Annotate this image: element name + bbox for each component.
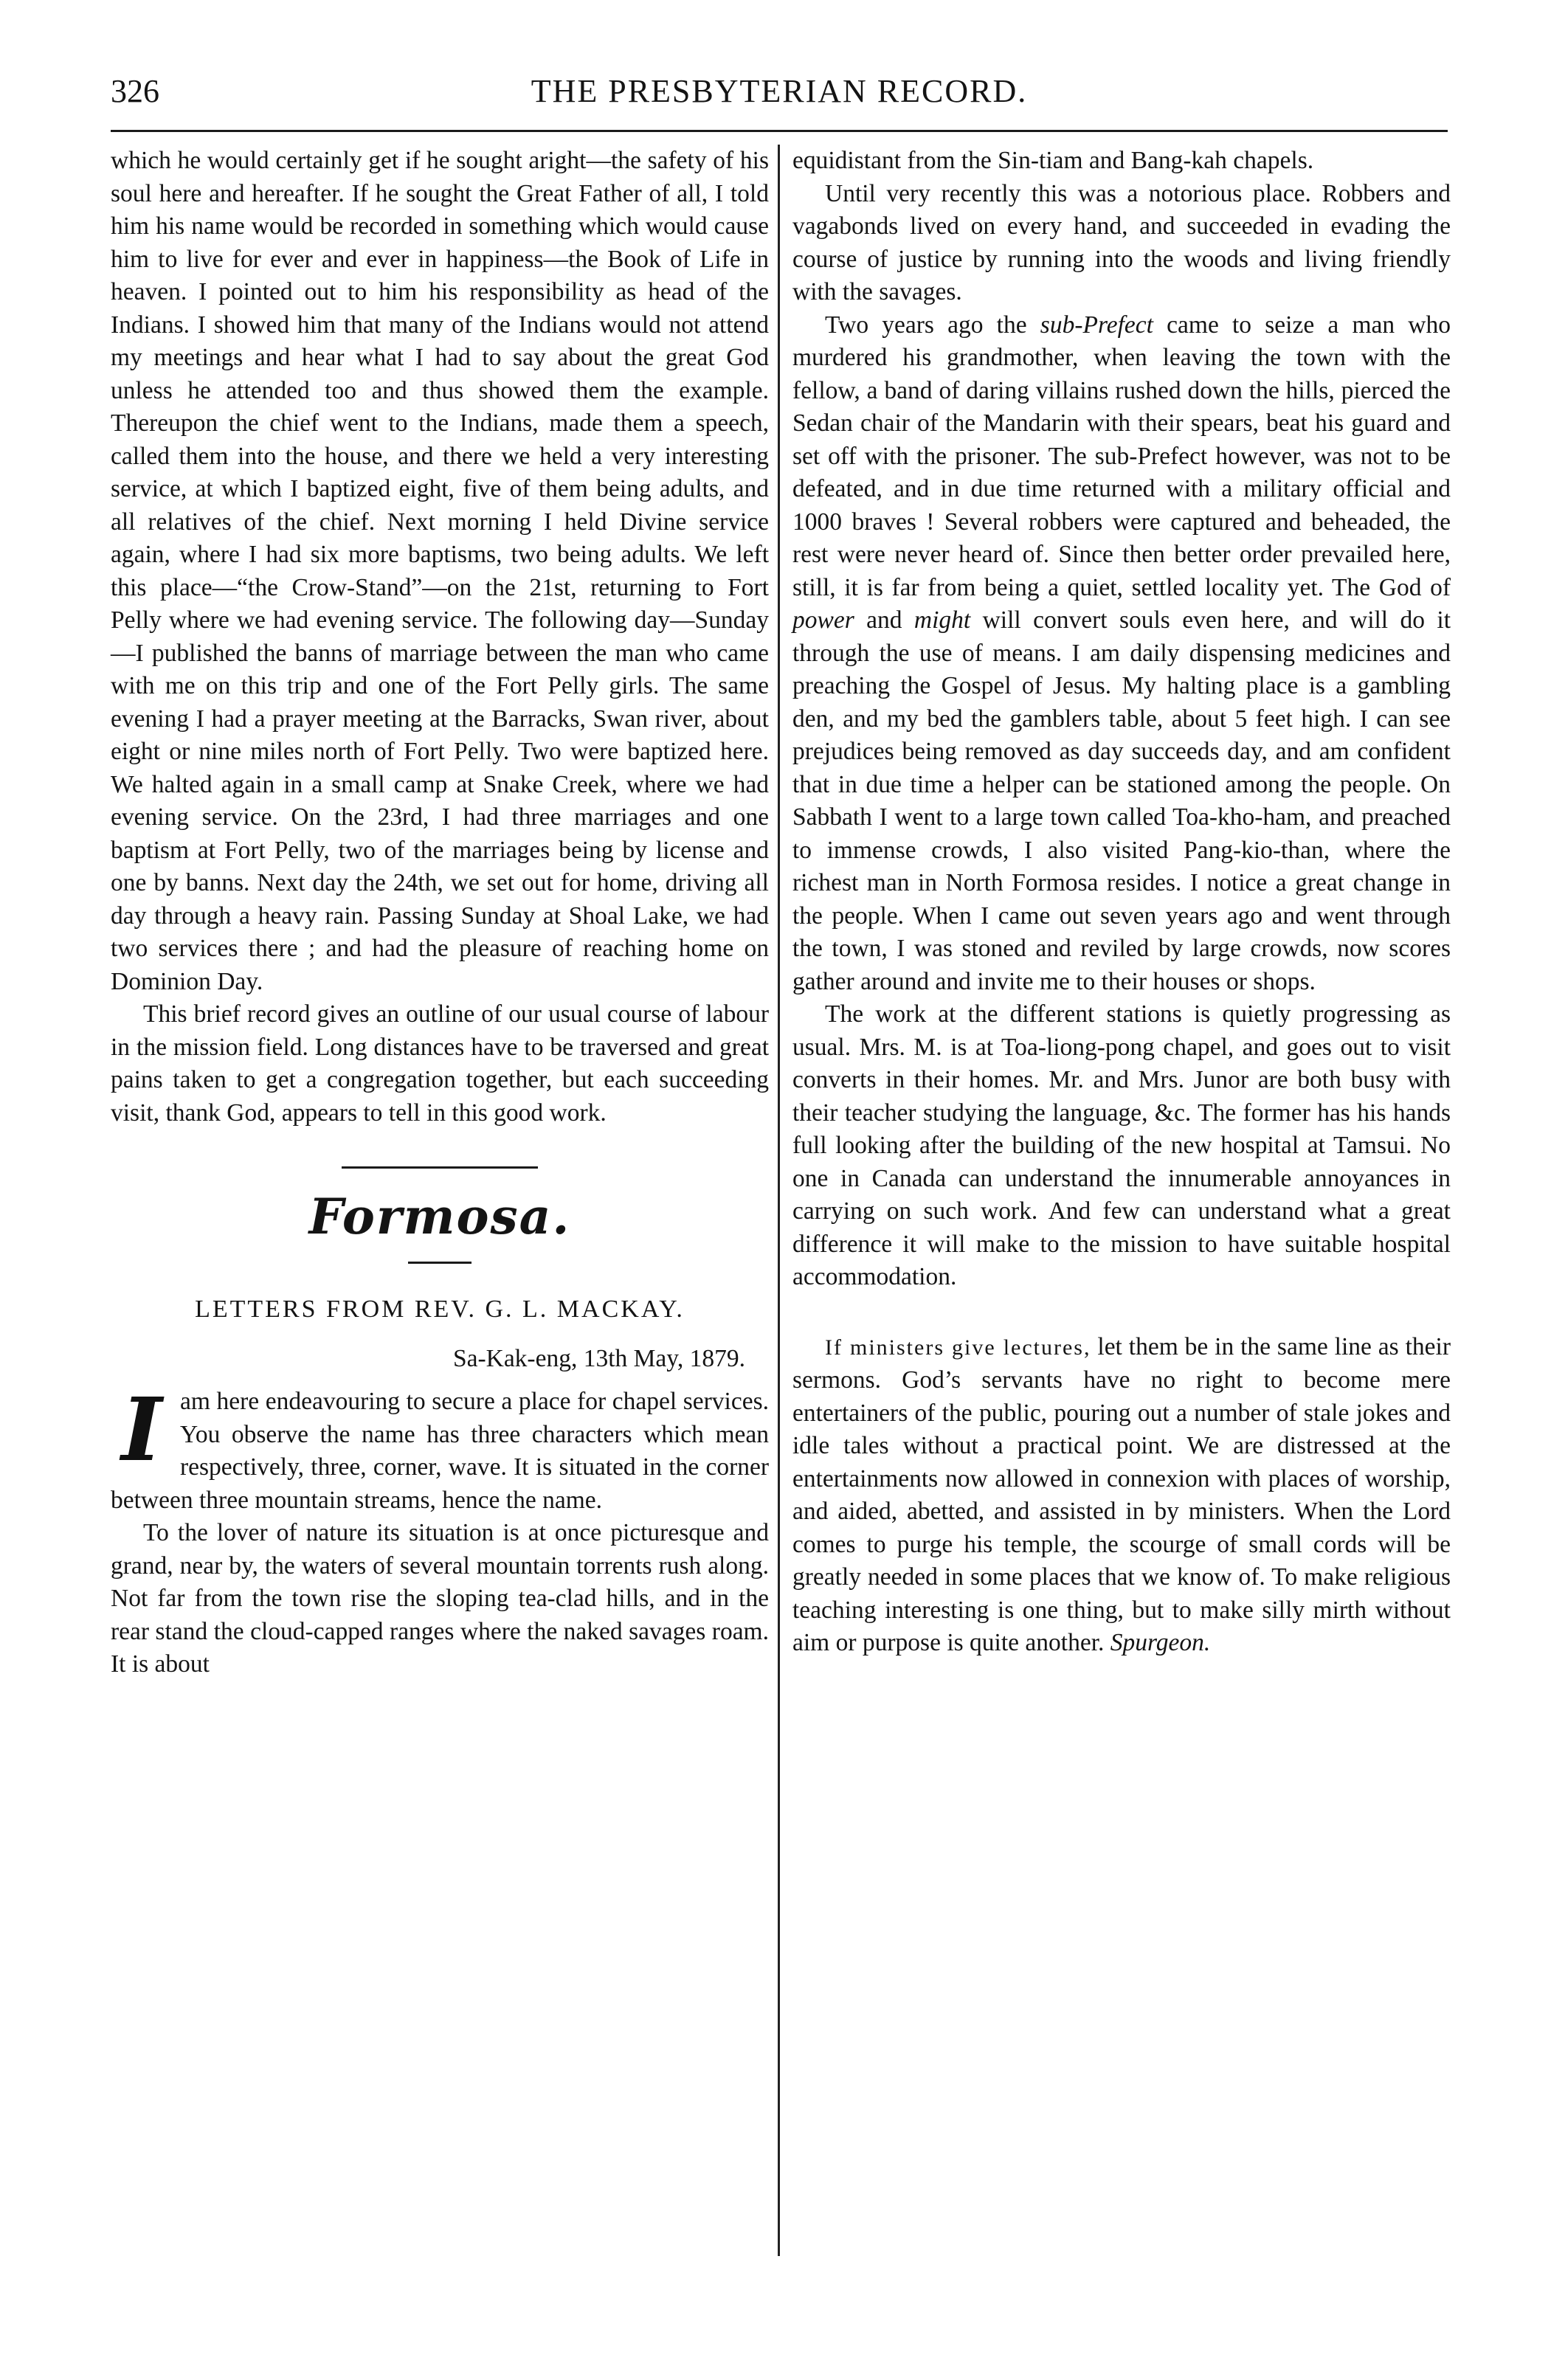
paragraph-notorious-place: Until very recently this was a notorious place. Robbers and vagabonds lived on every hand, and succeeded in evading the course of justice by running into the woods and living friendly with the savages. [792,179,1451,305]
paragraph-equidistant: equidistant from the Sin-tiam and Bang-kah chapels. [792,147,1314,174]
page-header [111,65,1448,117]
attribution-spurgeon: Spurgeon. [1110,1629,1211,1656]
sub-prefect-text-a: Two years ago the [825,311,1040,339]
page-number: 326 [111,73,159,109]
drop-cap: I [121,1378,162,1481]
paragraph-stations-work: The work at the different stations is quietly progressing as usual. Mrs. M. is at Toa-liong-pong chapel, and goes out to visit converts in their homes. Mr. and Mrs. Junor are both busy with their teacher studying the language, &c. The former has his hands full looking after the building of the new hospital at Tamsui. No one in Canada can understand the innumerable annoyances in carrying on such work. And few can understand what a great difference it will make to the mission to have suitable hospital accommodation. [792,1000,1451,1290]
paragraph-brief-record: This brief record gives an outline of our usual course of labour in the mission field. Long distances have to be traversed and great pains taken to get a congregation together, but each succeeding visit, thank God, appears to tell in this good work. [111,1000,769,1127]
ministers-body: let them be in the same line as their sermons. God’s servants have no right to become mere entertainers of the public, pouring out a number of stale jokes and idle tales without a practical point. We are distressed at the entertainments now allowed in connexion with places of worship, and aided, abetted, and assisted in by ministers. When the Lord comes to purge his temple, the scourge of small cords will be greatly needed in some places that we know of. To make religious teaching interesting is one thing, but to make silly mirth without aim or purpose is quite another. [792,1332,1451,1656]
section-title-formosa: Formosa. [308,1188,571,1245]
paragraph-ministers-lectures [792,1331,1451,1660]
running-title: THE PRESBYTERIAN RECORD. [531,73,1028,109]
sub-prefect-text-c: will convert souls even here, and will do it through the use of means. I am daily dispensing medicines and preaching the Gospel of Jesus. My halting place is a gambling den, and my bed the gamblers table, about 5 feet high. I can see prejudices being removed as day succeeds day, and am confident that in due time a helper can be stationed among the people. On Sabbath I went to a large town called Toa-kho-ham, and preached to immense crowds, I also visited Pang-kio-than, where the richest man in North Formosa resides. I notice a great change in the people. When I came out seven years ago and went through the town, I was stoned and reviled by large crowds, now scores gather around and invite me to their houses or shops. [792,606,1451,995]
column-divider [778,145,780,2256]
left-column [111,145,769,1681]
paragraph-sub-prefect [792,309,1451,999]
right-column [792,145,1451,1660]
sub-prefect-italic: sub-Prefect [1040,311,1153,339]
and-text: and [854,606,914,634]
paragraph-nature: To the lover of nature its situation is at once picturesque and grand, near by, the waters of several mountain torrents rush along. Not far from the town rise the sloping tea-clad hills, and in the rear stand the cloud-capped ranges where the naked savages roam. It is about [111,1519,769,1678]
letters-heading: LETTERS FROM REV. G. L. MACKAY. [195,1295,685,1323]
sub-prefect-text-b: came to seize a man who murdered his grandmother, when leaving the town with the fellow, a band of daring villains rushed down the hills, pierced the Sedan chair of the Mandarin with their spears, beat his guard and set off with the prisoner. The sub-Prefect however, was not to be defeated, and in due time returned with a military official and 1000 braves ! Several robbers were captured and beheaded, the rest were never heard of. Since then better order prevailed here, still, it is far from being a quiet, settled locality yet. The God of [792,311,1451,601]
paragraph-mission-report: which he would certainly get if he sought aright—the safety of his soul here and hereafter. If he sought the Great Father of all, I told him his name would be recorded in something which would cause him to live for ever and ever in happiness—the Book of Life in heaven. I pointed out to him his responsibility as head of the Indians. I showed him that many of the Indians would not attend my meetings and hear what I had to say about the great God unless he attended too and thus showed them the example. Thereupon the chief went to the Indians, made them a speech, called them into the house, and there we held a very interesting service, at which I baptized eight, five of them being adults, and all relatives of the chief. Next morning I held Divine service again, where I had six more baptisms, two being adults. We left this place—“the Crow-Stand”—on the 21st, returning to Fort Pelly where we had evening service. The following day—Sunday—I published the banns of marriage between the man who came with me on this trip and one of the Fort Pelly girls. The same evening I had a prayer meeting at the Barracks, Swan river, about eight or nine miles north of Fort Pelly. Two were baptized here. We halted again in a small camp at Snake Creek, where we had evening service. On the 23rd, I had three marriages and one baptism at Fort Pelly, two of the marriages being by license and one by banns. Next day the 24th, we set out for home, driving all day through a heavy rain. Passing Sunday at Shoal Lake, we had two services there ; and had the pleasure of reaching home on Dominion Day. [111,147,769,995]
section-divider [342,1166,538,1169]
paragraph-chapel-services-text: am here endeavouring to secure a place for chapel services. You observe the name has three characters which mean respectively, three, corner, wave. It is situated in the corner between three mountain streams, hence the name. [111,1388,769,1514]
title-underline [408,1262,471,1264]
power-italic: power [792,606,854,634]
dateline: Sa-Kak-eng, 13th May, 1879. [452,1344,745,1372]
might-italic: might [913,606,971,634]
paragraph-chapel-services [111,1378,769,1517]
header-rule [111,130,1448,132]
ministers-lead-in: If ministers give lectures, [825,1335,1091,1360]
